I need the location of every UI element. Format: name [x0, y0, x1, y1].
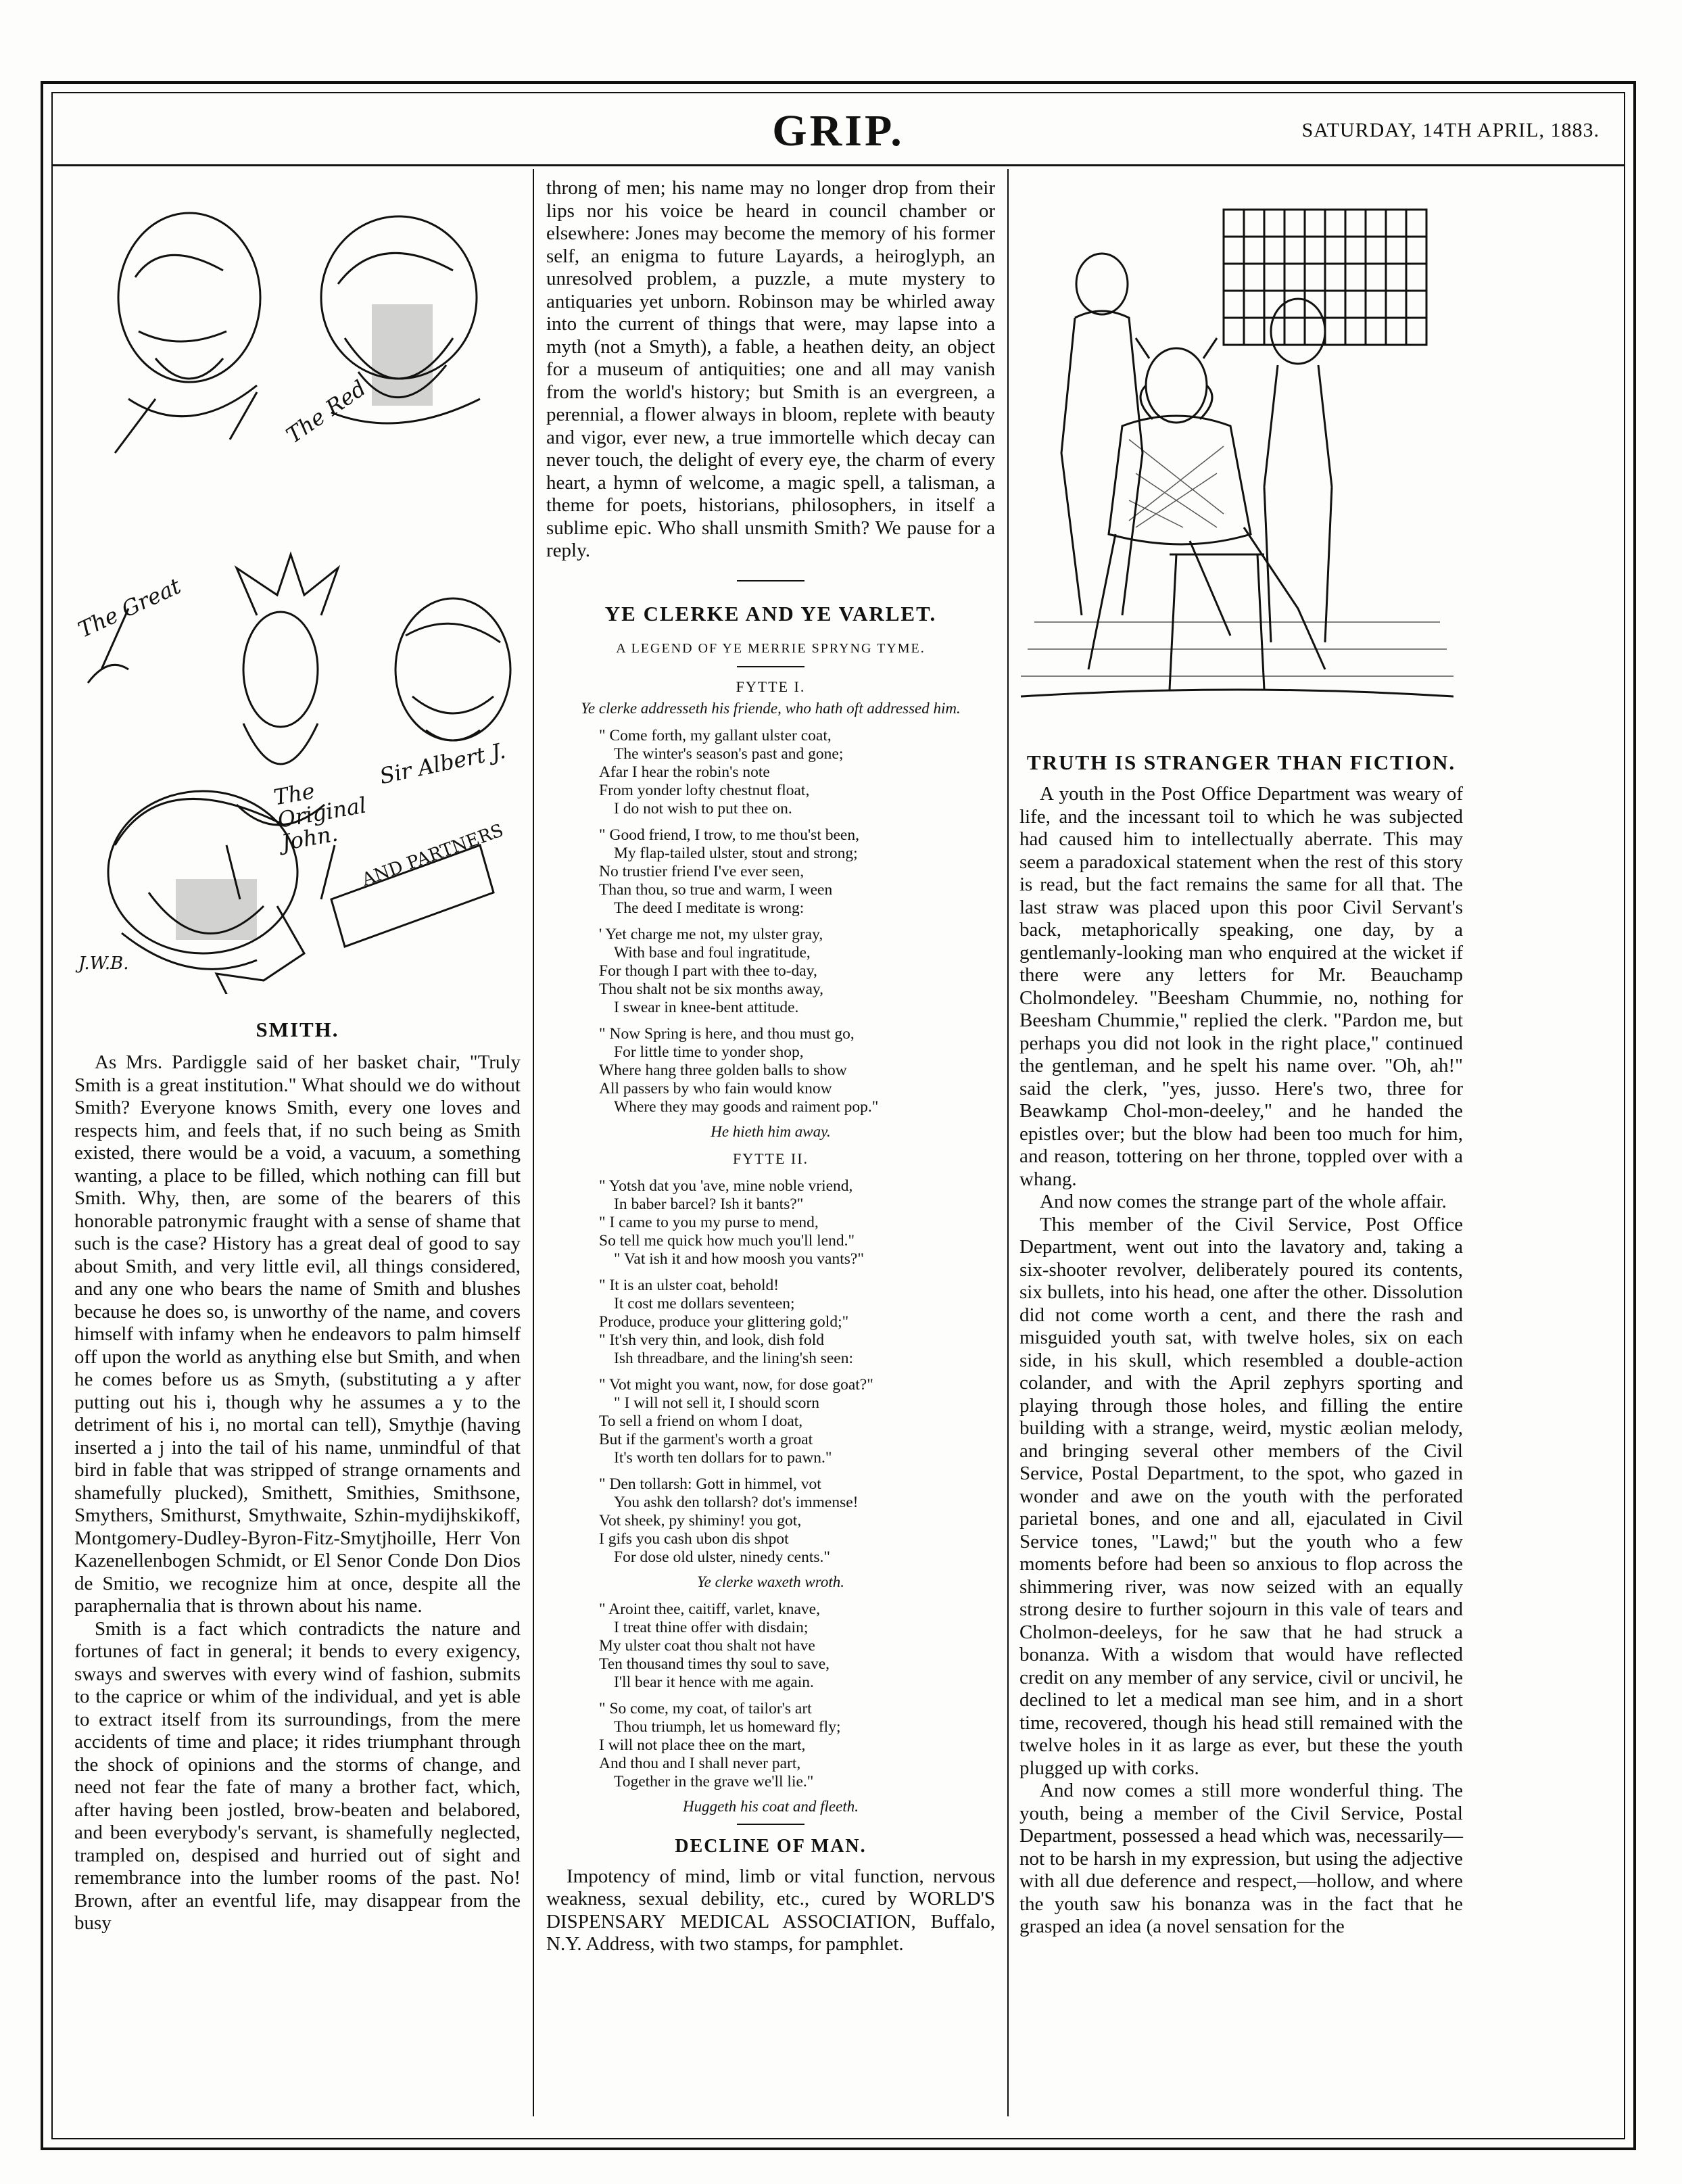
poem-stage-direction: Ye clerke waxeth wroth. [696, 1573, 845, 1590]
poem-line: For though I part with thee to-day, [599, 962, 817, 980]
caption-the-original-john: The Original John. [271, 778, 368, 856]
poem-line: Afar I hear the robin's note [599, 763, 770, 781]
smith-continuation: throng of men; his name may no longer drop from their lips nor his voice be heard in council chamber or elsewhere: Jones may become the memory of his former self, an enigma to future Layards, a heiroglyph, an unresolved problem, a puzzle, a mute mystery to antiquaries yet unborn. Robinson may be whirled away into the current of things that were, may lapse into a myth (not a Smyth), a fable, a heathen deity, an object for a museum of antiquities; one and all may vanish from the world's history; but Smith is an evergreen, a perennial, a flower always in bloom, replete with beauty and vigor, ever new, a true immortelle which decay can never touch, the delight of every eye, the charm of every heart, a hymn of welcome, a magic spell, a talisman, a theme for poets, historians, philosophers, in itself a sublime epic. Who shall unsmith Smith? We pause for a reply. [546, 177, 995, 561]
poem-line: No trustier friend I've ever seen, [599, 862, 804, 880]
poem-stage-direction: He hieth him away. [711, 1122, 831, 1140]
smith-paragraph: Smith is a fact which contradicts the nature and fortunes of fact in general; it bends to every exigency, sways and swerves with every wind of fashion, submits to the caprice or whim of the individual, and yet is able to extract itself from its surroundings, from the mere accidents of time and place; it rides triumphant through the shock of opinions and the storms of change, and need not fear the fate of many a brother fact, which, after having been jostled, brow-beaten and belabored, and been everybody's servant, is shamefully neglected, trampled on, despised and hurried out of sight and remembrance into the lumber rooms of the past. No! Brown, after an eventful life, may disappear from the busy [74, 1617, 521, 1934]
poem-line: It's worth ten dollars for to pawn." [614, 1448, 832, 1467]
stanza-gap [599, 918, 995, 926]
stanza-gap [599, 1692, 995, 1700]
poem-line: You ashk den tollarsh? dot's immense! [614, 1493, 859, 1511]
poem-line: Vot sheek, py shiminy! you got, [599, 1511, 802, 1529]
poem-line: The winter's season's past and gone; [614, 744, 844, 763]
advert-body: Impotency of mind, limb or vital function, nervous weakness, sexual debility, etc., cured by WORLD'S DISPENSARY MEDICAL ASSOCIATION, Buffalo, N.Y. Address, with two stamps, for pamphlet. [546, 1865, 995, 1955]
article-title-smith: SMITH. [256, 1018, 339, 1041]
clerk-illustration [1021, 203, 1453, 717]
stanza-gap [599, 1467, 995, 1475]
poem-line: I will not place thee on the mart, [599, 1736, 806, 1754]
poem-line: Than thou, so true and warm, I ween [599, 880, 833, 899]
stanza-gap [599, 818, 995, 826]
truth-paragraph: This member of the Civil Service, Post Office Department, went out into the lavatory and, taking a six-shooter revolver, deliberately poured its contents, six bullets, into his head, one after the other. Dissolution did not come worth a cent, and there the rash and misguided youth sat, with twelve holes, six on each side, in his skull, which resembled a double-action colander, and with the April zephyrs sporting and playing through those holes, and filling the entire building with a strange, weird, mystic æolian melody, and bringing several other members of the Civil Service, Postal Department, to the spot, who gazed in wonder and awe on the youth with the perforated parietal bones, and one and all, ejaculated in Civil Service tones, "Lawd;" but the youth who a few moments before had been so anxious to flop across the shimmering river, was now seized with an equally strong desire to further sojourn in this vale of tears and Cholmon-deeleys, for he saw that he had struck a bonanza. With a wisdom that would have reflected credit on any member of any service, civil or uncivil, he declined to let a medical man see him, and in a short time, recovered, though his head still remained with the twelve holes in it as large as ever, but these the youth plugged up with corks. [1019, 1213, 1463, 1779]
poem-line: For dose old ulster, ninedy cents." [614, 1548, 830, 1566]
stanza-gap [599, 1017, 995, 1025]
poem-line: Produce, produce your glittering gold;" [599, 1312, 849, 1331]
masthead-title: GRIP. [772, 106, 905, 156]
stanza-gap [599, 1268, 995, 1277]
left-column [74, 1018, 521, 1935]
section-rule [737, 666, 804, 667]
caption-the-great: The Great [74, 573, 185, 643]
masthead-date: SATURDAY, 14TH APRIL, 1883. [1301, 119, 1600, 141]
poem-intro: Ye clerke addresseth his friende, who hath oft addressed him. [581, 699, 961, 717]
poem-line: Where hang three golden balls to show [599, 1061, 847, 1079]
middle-column [546, 177, 995, 1956]
caricature-illustration [74, 196, 521, 994]
poem-line: I treat thine offer with disdain; [614, 1618, 809, 1636]
poem-line: " Den tollarsh: Gott in himmel, vot [599, 1475, 821, 1493]
poem-line: And thou and I shall never part, [599, 1754, 801, 1772]
poem-line: " Yotsh dat you 'ave, mine noble vriend, [599, 1177, 853, 1195]
truth-paragraph: A youth in the Post Office Department was weary of life, and the incessant toil to which he was subjected had caused him to intellectually aberrate. This may seem a paradoxical statement when the rest of this story is read, but the fact remains the same for all that. The last straw was placed upon this poor Civil Servant's back, metaphorically speaking, one day, by a gentlemanly-looking man who enquired at the wicket if there were any letters for Mr. Beauchamp Cholmondeley. "Beesham Chummie, no, nothing for Beesham Chummie," replied the clerk. "Pardon me, but perhaps you did not look in the right place," continued the gentleman, and he spelt his name over. "Oh, ah!" said the clerk, "yes, jusso. Here's two, three for Beawkamp Chol-mon-deeley," and he handed the epistles over; but the blow had been too much for him, and reason, tottering on her throne, toppled over with a whang. [1019, 783, 1463, 1190]
poem-line: I'll bear it hence with me again. [614, 1673, 814, 1691]
poem-line: With base and foul ingratitude, [614, 943, 811, 962]
masthead [53, 93, 1624, 166]
caption-and-partners: AND PARTNERS [359, 820, 506, 891]
poem-line: So tell me quick how much you'll lend." [599, 1231, 855, 1250]
poem-line: In baber barcel? Ish it bants?" [614, 1195, 804, 1213]
poem-subtitle: A LEGEND OF YE MERRIE SPRYNG TYME. [616, 640, 926, 656]
poem-part-three [599, 1600, 995, 1791]
poem-line: " Come forth, my gallant ulster coat, [599, 726, 832, 744]
poem-line: " Now Spring is here, and thou must go, [599, 1024, 855, 1043]
section-rule [737, 580, 804, 581]
poem-line: Together in the grave we'll lie." [614, 1772, 814, 1790]
poem-line: " So come, my coat, of tailor's art [599, 1699, 812, 1717]
poem-line: " Vat ish it and how moosh you vants?" [614, 1250, 864, 1268]
poem-line: " I came to you my purse to mend, [599, 1213, 819, 1231]
poem-title: YE CLERKE AND YE VARLET. [604, 601, 937, 625]
column-rule [533, 169, 534, 2116]
column-rule [1007, 169, 1009, 2116]
poem-line: " I will not sell it, I should scorn [614, 1394, 819, 1412]
caption-sir-albert: Sir Albert J. [377, 737, 508, 790]
poem-line: Ish threadbare, and the lining'sh seen: [614, 1349, 854, 1367]
poem-line: " It is an ulster coat, behold! [599, 1276, 779, 1294]
poem-line: ' Yet charge me not, my ulster gray, [599, 925, 823, 943]
artist-signature: J.W.B. [78, 953, 129, 974]
poem-line: It cost me dollars seventeen; [614, 1294, 795, 1312]
poem-line: My ulster coat thou shalt not have [599, 1636, 815, 1655]
poem-line: Ten thousand times thy soul to save, [599, 1655, 830, 1673]
clerk-drawing [1021, 203, 1453, 717]
poem-line: Thou shalt not be six months away, [599, 980, 824, 998]
poem-line: " It'sh very thin, and look, dish fold [599, 1331, 825, 1349]
poem-line: From yonder lofty chestnut float, [599, 781, 810, 799]
right-column [1019, 751, 1463, 1939]
poem-line: To sell a friend on whom I doat, [599, 1412, 803, 1430]
caption-the-red: The Red [281, 375, 371, 449]
fytte-one-heading: FYTTE I. [736, 678, 806, 695]
poem-line: " Aroint thee, caitiff, varlet, knave, [599, 1600, 820, 1618]
poem-line: The deed I meditate is wrong: [614, 899, 804, 917]
poem-line: " Vot might you want, now, for dose goat?" [599, 1375, 873, 1394]
poem-line: I swear in knee-bent attitude. [614, 998, 799, 1016]
section-rule [737, 1824, 804, 1825]
truth-paragraph: And now comes the strange part of the whole affair. [1040, 1191, 1447, 1212]
poem-line: My flap-tailed ulster, stout and strong; [614, 844, 858, 862]
poem-line: For little time to yonder shop, [614, 1043, 804, 1061]
advert-title: DECLINE OF MAN. [675, 1835, 867, 1857]
poem-part-one [599, 727, 995, 1116]
smith-paragraph: As Mrs. Pardiggle said of her basket chair, "Truly Smith is a great institution." What should we do without Smith? Everyone knows Smith, every one loves and respects him, and feels that, if no such being as Smith existed, there would be a void, a vacuum, a something wanting, a place to be filled, which nothing can fill but Smith. Why, then, are some of the bearers of this honorable patronymic fraught with a sense of shame that such is the case? History has a great deal of good to say about Smith, and very little evil, all things considered, and any one who bears the name of Smith and blushes because he does so, is unworthy of the name, and covers himself with infamy when he endeavors to palm himself off upon the world as anything else but Smith, and when he comes before us as Smyth, (substituting a y after putting out his i, though why he assumes a y to the detriment of his i, no mortal can tell), Smythje (having inserted a j into the tail of his name, unmindful of that bird in fable that was stripped of strange ornaments and shamefully plucked), Smithett, Smithies, Smithsone, Smythers, Smithurst, Smythwaite, Szhin-mydijhskikoff, Montgomery-Dudley-Byron-Fitz-Smytjhoille, Herr Von Kazenellenbogen Schmidt, or El Senor Conde Don Dios de Smitio, we recognize him at once, despite all the paraphernalia that is thrown about his name. [74, 1051, 521, 1617]
poem-line: Thou triumph, let us homeward fly; [614, 1717, 841, 1736]
poem-line: Where they may goods and raiment pop." [614, 1097, 879, 1116]
poem-part-two [599, 1177, 995, 1567]
article-title-truth: TRUTH IS STRANGER THAN FICTION. [1026, 751, 1456, 774]
poem-stage-direction: Huggeth his coat and fleeth. [683, 1797, 859, 1815]
poem-line: I do not wish to put thee on. [614, 799, 792, 817]
poem-line: " Good friend, I trow, to me thou'st been, [599, 826, 859, 844]
truth-paragraph: And now comes a still more wonderful thing. The youth, being a member of the Civil Service, Postal Department, possessed a head which was, necessarily—not to be harsh in my expression, but using the adjective with all due deference and respect,—hollow, and where the youth saw his bonanza was in the fact that he grasped an idea (a novel sensation for the [1019, 1780, 1463, 1937]
stanza-gap [599, 1368, 995, 1376]
poem-line: I gifs you cash ubon dis shpot [599, 1529, 789, 1548]
fytte-two-heading: FYTTE II. [732, 1149, 809, 1167]
poem-line: But if the garment's worth a groat [599, 1430, 813, 1448]
poem-line: All passers by who fain would know [599, 1079, 832, 1097]
